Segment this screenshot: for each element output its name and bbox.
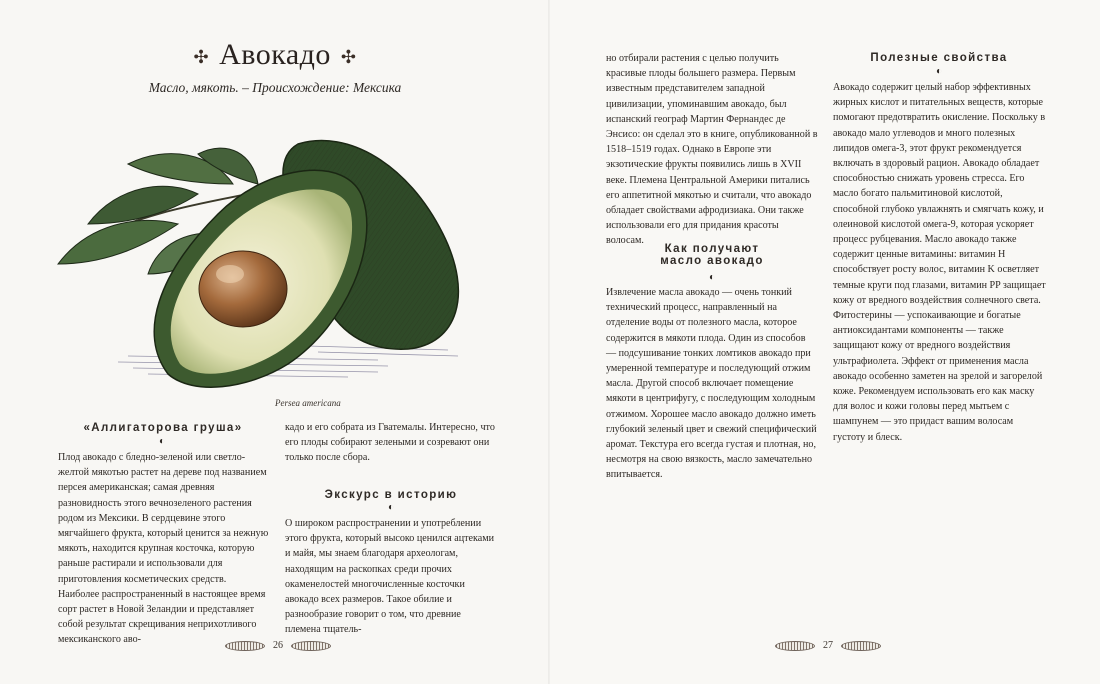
ornament-icon: ✣	[193, 46, 210, 67]
bullet-icon: ◐	[158, 436, 166, 447]
leaf-ornament-icon	[291, 641, 331, 651]
page-title	[170, 38, 380, 72]
section-body-oil-extraction: Извлечение масла авокадо — очень тонкий технический процесс, направленный на отделение воды от полезного масла, которое содержится в мякоти плода. Один из способов — подсушивание тонких ломтиков авокадо при умеренной температуре и последующий отжим масла. Другой способ включает помещение мякоти в центрифугу, с последующим холодным отжимом. Хорошее масло авокадо должно иметь глубокий зеленый цвет и свежий специфический аромат. Текстура его всегда густая и плотная, но, несмотря на свою вязкость, масло замечательно впитывается.	[606, 287, 817, 481]
subtitle: Масло, мякоть. – Происхождение: Мексика	[148, 80, 402, 95]
leaf-ornament-icon	[775, 641, 815, 651]
heading-line: масло авокадо	[660, 255, 764, 267]
right-page	[550, 0, 1100, 684]
page-number: 26	[273, 640, 283, 651]
illustration-caption: Persea americana	[275, 398, 341, 408]
title-text: Авокадо	[219, 38, 331, 71]
leaf-ornament-icon	[225, 641, 265, 651]
bullet-icon: ◐	[708, 272, 716, 283]
bullet-icon: ◐	[387, 502, 395, 513]
avocado-pit	[199, 251, 287, 327]
section-body-alligator-pear: Плод авокадо с бледно-зеленой или светло-желтой мякотью растет на дереве под названием персея американская; самая древняя разновидность этого вечнозеленого растения родом из Мексики. В сердцевине этого мягчайшего фрукта, который ценится за нежную мякоть, находится крупная косточка, которую раньше растирали и использовали для приготовления косметических средств. Наиболее распространенный в настоящее время сорт растет в Новой Зеландии и представляет собой результат скрещивания неприхотливого мексиканского аво-	[58, 452, 269, 646]
section-body-history: О широком распространении и употреблении этого фрукта, который высоко ценился ацтеками и майя, мы знаем благодаря археологам, находящим на раскопках среди прочих окаменелостей многочисленные косточки авокадо всех размеров. Такое обилие и разнообразие говорит о том, что древние племена тщатель-	[285, 518, 495, 636]
section-heading-benefits: Полезные свойства	[870, 52, 1008, 64]
page-footer-left	[225, 640, 331, 651]
leaf-ornament-icon	[841, 641, 881, 651]
bullet-icon: ◐	[935, 66, 943, 77]
heading-line: Как получают	[664, 243, 760, 255]
section-body-alligator-pear-cont: кадо и его собрата из Гватемалы. Интересно, что его плоды собирают зелеными и созревают они только после сбора.	[285, 422, 495, 464]
page-footer-right	[775, 640, 881, 651]
avocado-illustration	[48, 124, 478, 394]
section-body-benefits: Авокадо содержит целый набор эффективных жирных кислот и питательных веществ, которые помогают предотвратить окисление. Поскольку в авокадо мало углеводов и много полезных липидов омега-3, этот фрукт рекомендуется включать в здоровый рацион. Авокадо обладает способностью снижать уровень стресса. Его масло богато пальмитиновой кислотой, способной глубоко увлажнять и смягчать кожу, и олеиновой кислотой омега-9, которая ускоряет процесс рубцевания. Масло авокадо также содержит ценные витамины: витамин H способствует росту волос, витамин K осветляет темные круги под глазами, витамин PP защищает кожу от вредного воздействия солнечного света. Фитостерины — успокаивающие и богатые антиоксидантами компоненты — также защищают кожу от вредного воздействия ультрафиолета. Эффект от применения масла авокадо особенно заметен на зрелой и загорелой коже. Рекомендуем использовать его как маску для волос и кожи головы перед мытьем с шампунем — это придаст вашим волосам густоту и блеск.	[833, 82, 1046, 443]
ornament-icon: ✣	[340, 46, 357, 67]
section-heading-history: Экскурс в историю	[324, 489, 458, 501]
section-body-history-cont: но отбирали растения с целью получить красивые плоды большего размера. Первым известным представителем западной цивилизации, упоминавшим авокадо, был испанский географ Мартин Фернандес де Энсисо: он сделал это в книге, опубликованной в 1518–1519 годах. Однако в Европе эти экзотические фрукты появились лишь в XVII веке. Племена Центральной Америки питались его аппетитной мякотью и считали, что авокадо обладает свойствами афродизиака. Они также использовали его для придания красоты волосам.	[606, 53, 818, 247]
section-heading-oil-extraction	[606, 243, 818, 267]
section-heading-alligator-pear: «Аллигаторова груша»	[83, 422, 243, 434]
page-number: 27	[823, 640, 833, 651]
